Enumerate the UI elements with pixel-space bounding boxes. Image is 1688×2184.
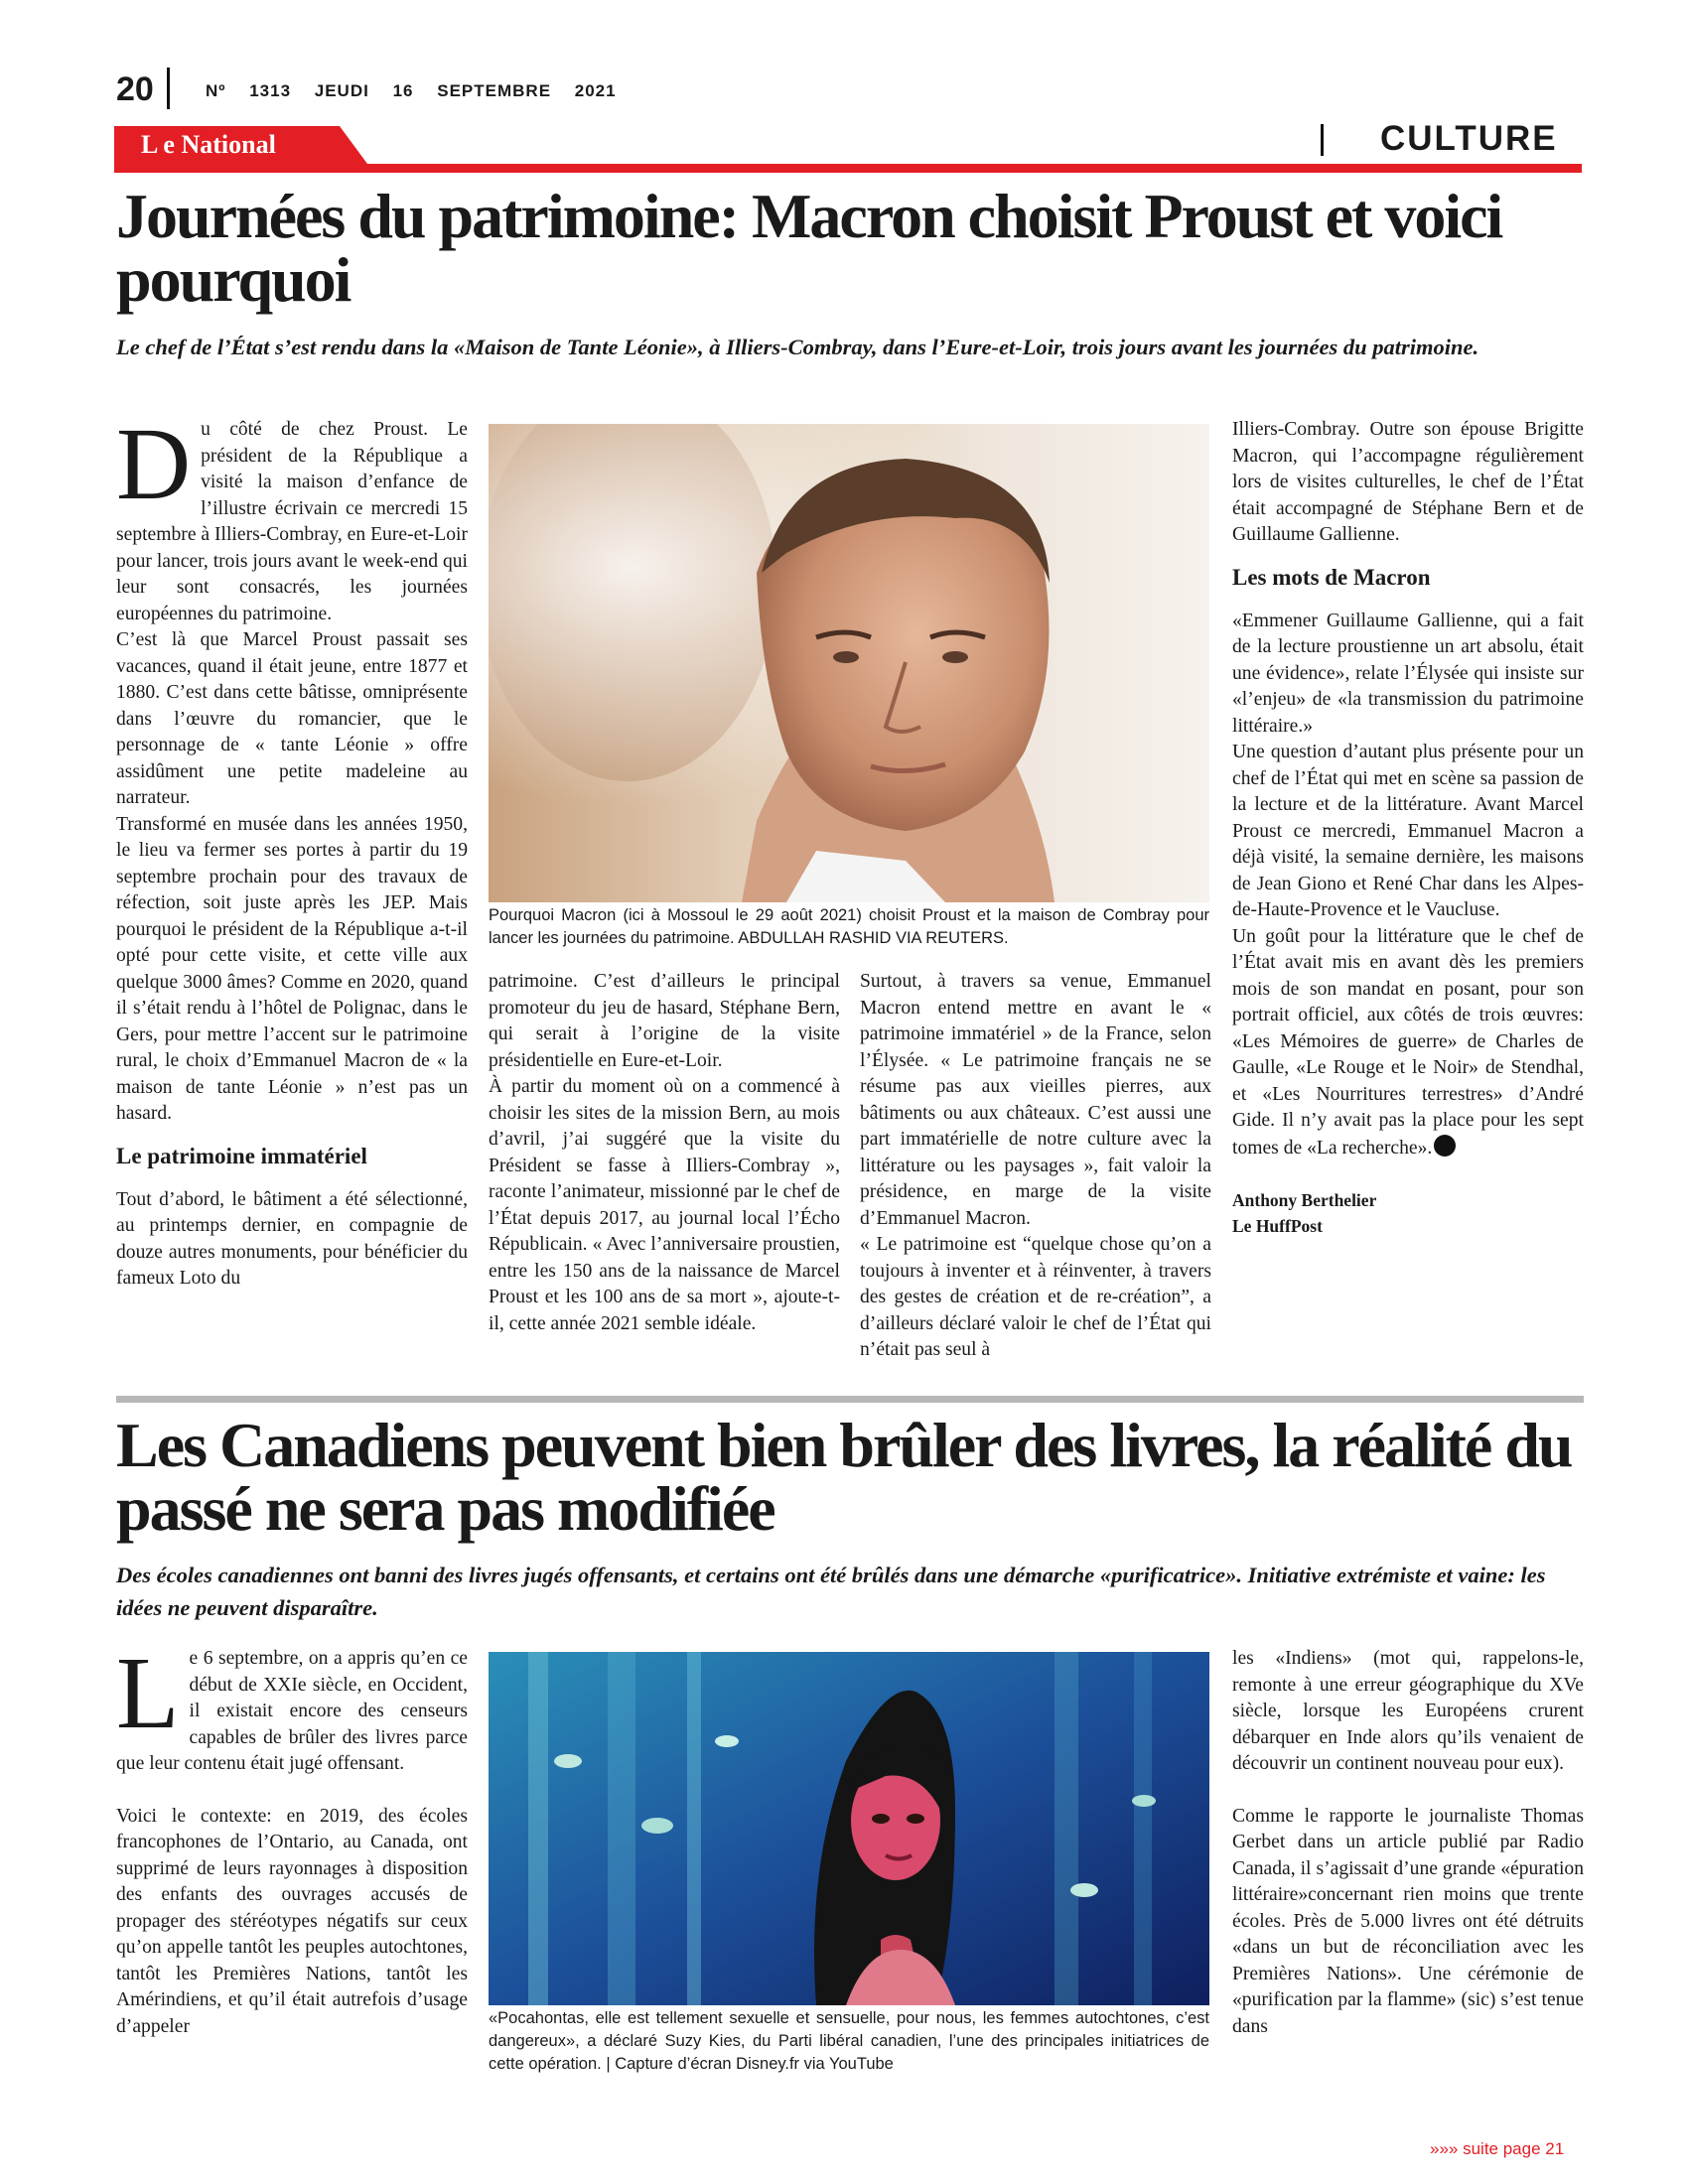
article1-column-2 [489,969,840,1337]
issue-info [206,81,617,101]
article1-col4-p1: Illiers-Combray. Outre son épouse Brigitte Macron, qui l’accompagne régulièrement lors de visites culturelles, le chef de l’État était accompagné de Stéphane Bern et de Guillaume Gallienne. [1232,419,1584,545]
section-divider [1321,124,1324,156]
article1-col3-p2: « Le patrimoine est “quelque chose qu’on a toujours à inventer et à réinventer, à travers des gestes de création et de re-création”, a d’ailleurs déclaré valoir le chef de l’État qui n’était pas seul à [860,1234,1211,1360]
article1-photo-caption: Pourquoi Macron (ici à Mossoul le 29 août 2021) choisit Proust et la maison de Combray pour lancer les journées du patrimoine. ABDULLAH RASHID VIA REUTERS. [489,906,1209,947]
issue-number: Nº 1313 [206,81,292,100]
pocahontas-photo [489,1652,1209,2005]
page-number: 20 [116,70,154,108]
article1-source: Le HuffPost [1232,1216,1323,1236]
macron-portrait-photo [489,424,1209,902]
issue-day: 16 [392,81,414,100]
article1-deck: Le chef de l’État s’est rendu dans la «Maison de Tante Léonie», à Illiers-Combray, dans l’Eure-et-Loir, trois jours avant les journées du patrimoine. [116,335,1479,359]
article1-column-4 [1232,417,1584,1239]
article1-col1-p1: u côté de chez Proust. Le président de la République a visité la maison d’enfance de l’illustre écrivain ce mercredi 15 septembre à Illiers-Combray, en Eure-et-Loir pour lancer, trois jours avant le week-end qui leur sont consacrés, les journées européennes du patrimoine. [116,419,468,624]
article2-col1-p1: e 6 septembre, on a appris qu’en ce début de XXIe siècle, en Occident, il existait encore des censeurs capables de brûler des livres parce que leur contenu était jugé offensant. [116,1648,468,1774]
article1-col1-p2: C’est là que Marcel Proust passait ses vacances, quand il était jeune, entre 1877 et 1880. C’est dans cette bâtisse, omniprésente dans l’œuvre du romancier, que le personnage de « tante Léonie » offre assidûment une petite madeleine au narrateur. [116,629,468,808]
article1-col2-p2: À partir du moment où on a commencé à choisir les sites de la mission Bern, au mois d’avril, j’ai suggéré que la visite du Président se fasse à Illiers-Combray », raconte l’animateur, missionné par le chef de l’État depuis 2017, au journal local l’Écho Républicain. « Avec l’anniversaire proustien, entre les 150 ans de la naissance de Marcel Proust et les 100 ans de sa mort », ajoute-t-il, cette année 2021 semble idéale. [489,1076,840,1334]
article2-photo-caption: «Pocahontas, elle est tellement sexuelle et sensuelle, pour nous, les femmes autochtones, c’est dangereux», a déclaré Suzy Kies, du Parti libéral canadien, l’une des principales initiatrices de cette opération. | Capture d’écran Disney.fr via YouTube [489,2009,1209,2073]
article1-col2-p1: patrimoine. C’est d’ailleurs le principal promoteur du jeu de hasard, Stéphane Bern, qui serait à l’origine de la visite présidentielle en Eure-et-Loir. [489,971,840,1071]
article2-dropcap: L [116,1636,180,1750]
article1-column-1 [116,407,468,1293]
end-of-article-icon [1434,1135,1456,1157]
article1-author: Anthony Berthelier [1232,1190,1377,1210]
article1-col4-p4: Un goût pour la littérature que le chef de l’État avait mis en avant dès les premiers mois de son mandat en posant, pour son portrait officiel, aux côtés de trois œuvres: «Les Mémoires de guerre» de Charles de Gaulle, «Le Rouge et le Noir» de Stendhal, et «Les Nourritures terrestres» d’André Gide. Il n’y avait pas la place pour les sept tomes de «La recherche». [1232,925,1584,1159]
article1-column-3 [860,969,1211,1364]
article2-headline: Les Canadiens peuvent bien brûler des livres, la réalité du passé ne sera pas modifiée [116,1410,1572,1544]
article1-col4-p2: «Emmener Guillaume Gallienne, qui a fait de la lecture proustienne un art absolu, était une évidence», relate l’Élysée qui insiste sur «l’enjeu» de «la transmission du patrimoine littéraire.» [1232,610,1584,737]
article2-column-4 [1232,1646,1584,2040]
article1-subhead-2: Les mots de Macron [1232,564,1431,590]
page-number-divider [167,68,170,109]
pocahontas-image [489,1652,1209,2005]
brand-name: L e National [141,130,276,159]
article1-col1-p3: Transformé en musée dans les années 1950, le lieu va fermer ses portes à partir du 19 septembre prochain pour des travaux de réfection, soit juste après les JEP. Mais pourquoi le président de la République a-t-il opté pour cette visite, et cette ville aux quelque 3000 âmes? Comme en 2020, quand il s’était rendu à l’hôtel de Polignac, dans le Gers, pour mettre l’accent sur le patrimoine rural, le choix d’Emmanuel Macron de « la maison de tante Léonie » n’est pas un hasard. [116,813,468,1124]
article1-col1-p4: Tout d’abord, le bâtiment a été sélectionné, au printemps dernier, en compagnie de douze autres monuments, pour bénéficier du fameux Loto du [116,1188,468,1289]
article2-deck: Des écoles canadiennes ont banni des livres jugés offensants, et certains ont été brûlés dans une démarche «purificatrice». Initiative extrémiste et vaine: les idées ne peuvent disparaître. [116,1563,1546,1620]
article2-col4-p1: les «Indiens» (mot qui, rappelons-le, remonte à une erreur géographique du XVe siècle, lorsque les Européens crurent débarquer en Inde alors qu’ils venaient de découvrir un continent nouveau pour eux). [1232,1648,1584,1774]
article1-col4-p3: Une question d’autant plus présente pour un chef de l’État qui met en scène sa passion de la lecture et de la littérature. Avant Marcel Proust ce mercredi, Emmanuel Macron a déjà visité, la semaine dernière, les maisons de Jean Giono et René Char dans les Alpes-de-Haute-Provence et le Vaucluse. [1232,742,1584,920]
article2-col4-p2: Comme le rapporte le journaliste Thomas Gerbet dans un article publié par Radio Canada, il s’agissait d’une grande «épuration littéraire»concernant rien moins que trente écoles. Près de 5.000 livres ont été détruits «dans un but de réconciliation avec les Premières Nations». Une cérémonie de «purification par la flamme» (sic) s’est tenue dans [1232,1805,1584,2037]
macron-portrait-image [489,424,1209,902]
article1-subhead-1: Le patrimoine immatériel [116,1143,367,1168]
article1-dropcap: D [116,407,192,521]
header-red-rule [114,164,1582,173]
article2-column-1 [116,1636,468,2040]
section-title: CULTURE [1380,119,1558,158]
article2-col1-p2: Voici le contexte: en 2019, des écoles francophones de l’Ontario, au Canada, ont supprimé de leurs rayonnages à disposition des enfants des ouvrages accusés de propager des stéréotypes négatifs sur ceux qu’on appelle tantôt les peuples autochtones, tantôt les Premières Nations, tantôt les Amérindiens, et qu’il était autrefois d’usage d’appeler [116,1805,468,2037]
issue-month: SEPTEMBRE [437,81,552,100]
article-separator-rule [116,1396,1584,1403]
issue-weekday: JEUDI [314,81,369,100]
article1-headline: Journées du patrimoine: Macron choisit Proust et voici pourquoi [116,181,1502,315]
article1-col3-p1: Surtout, à travers sa venue, Emmanuel Macron entend mettre en avant le « patrimoine immatériel » de la France, selon l’Élysée. « Le patrimoine français ne se résume pas aux vieilles pierres, aux bâtiments ou aux châteaux. C’est aussi une part immatérielle de notre culture avec la littérature ou les paysages », fait valoir la présidence, en marge de la visite d’Emmanuel Macron. [860,971,1211,1229]
continued-on-page-link[interactable]: »»» suite page 21 [1430,2139,1565,2158]
issue-year: 2021 [574,81,617,100]
